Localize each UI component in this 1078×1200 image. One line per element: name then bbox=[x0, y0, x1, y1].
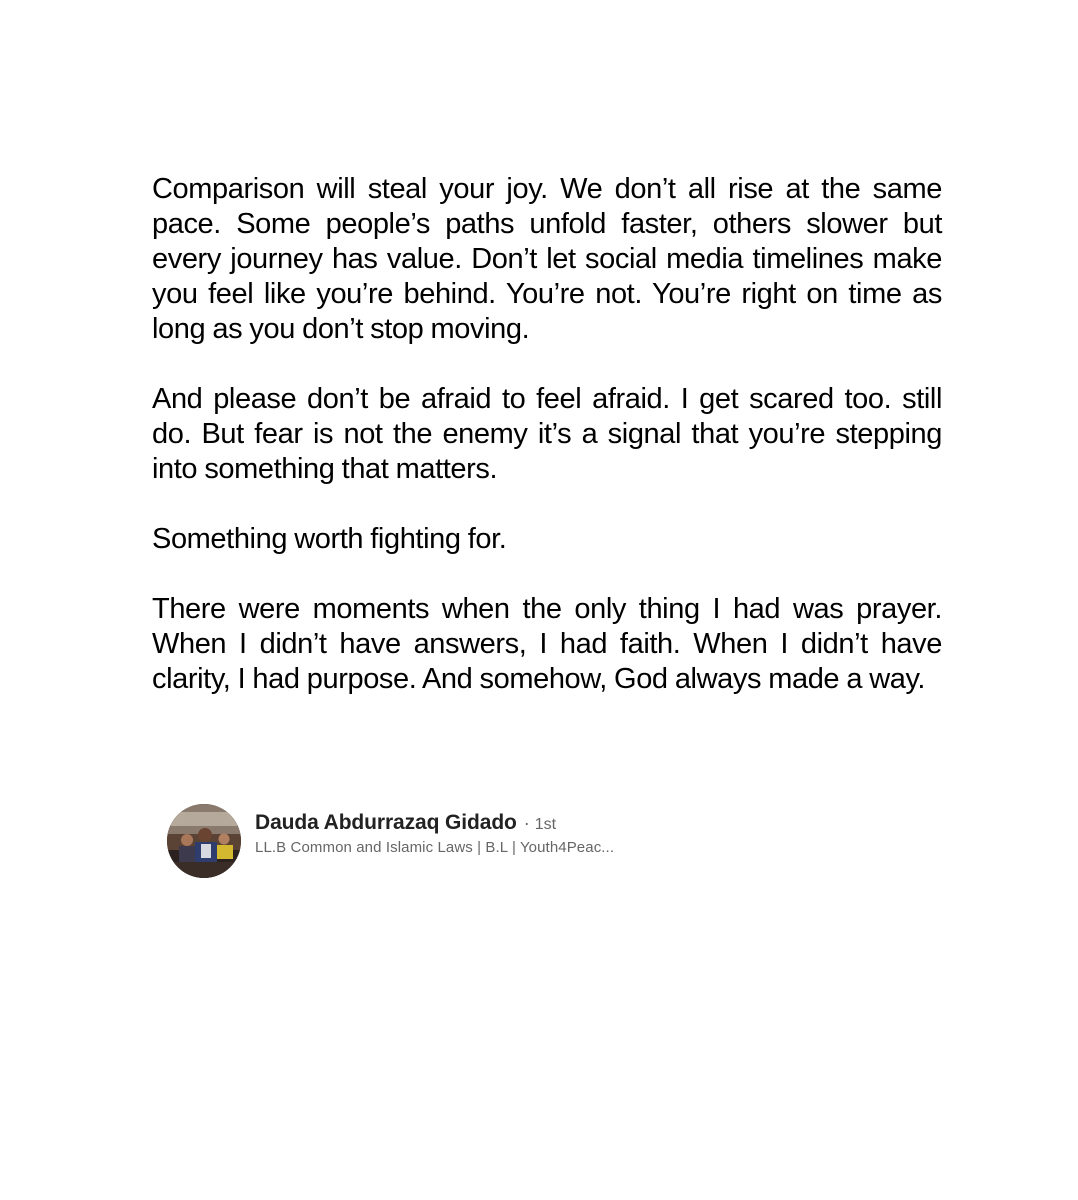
author-info bbox=[255, 811, 614, 856]
profile-photo-icon bbox=[167, 804, 241, 878]
avatar[interactable] bbox=[167, 804, 241, 878]
post-paragraph-2: And please don’t be afraid to feel afraid. I get scared too. still do. But fear is not the enemy it’s a signal that you’re stepping into something that matters. bbox=[152, 383, 942, 485]
author-headline: LL.B Common and Islamic Laws | B.L | Youth4Peac... bbox=[255, 838, 615, 856]
post-paragraph-4: There were moments when the only thing I had was prayer. When I didn’t have answers, I had faith. When I didn’t have clarity, I had purpose. And somehow, God always made a way. bbox=[152, 593, 942, 695]
post-body bbox=[152, 172, 942, 697]
post-paragraph-1: Comparison will steal your joy. We don’t all rise at the same pace. Some people’s paths unfold faster, others slower but every journey has value. Don’t let social media timelines make you feel like you’re behind. You’re not. You’re right on time as long as you don’t stop moving. bbox=[152, 173, 942, 345]
degree-separator: · bbox=[523, 812, 530, 833]
author-name-row bbox=[255, 811, 614, 835]
post-paragraph-3: Something worth fighting for. bbox=[152, 523, 507, 555]
author-name[interactable]: Dauda Abdurrazaq Gidado bbox=[255, 810, 517, 834]
connection-degree: 1st bbox=[534, 815, 557, 833]
author-card[interactable] bbox=[167, 804, 614, 878]
